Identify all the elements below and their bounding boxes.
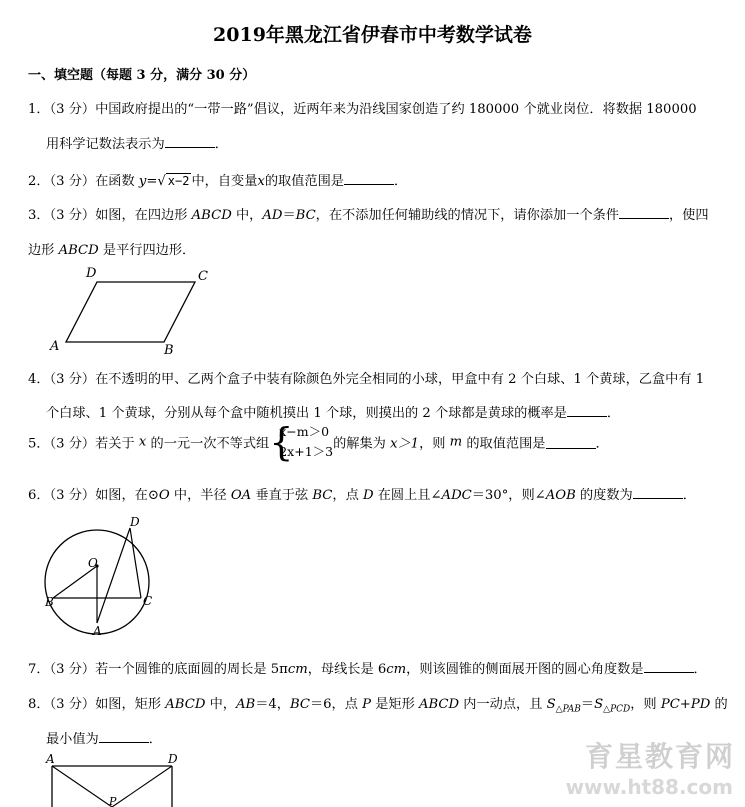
question-4-cont: [46, 402, 620, 421]
q8-s2: S: [594, 697, 604, 712]
q3-ad: AD: [262, 208, 283, 223]
page-title: 2019年黑龙江省伊春市中考数学试卷: [213, 24, 532, 46]
section-heading: 一、填空题（每题 3 分，满分 30 分）: [28, 68, 256, 83]
q2-end: ．: [393, 174, 408, 189]
q6-oa: OA: [230, 488, 252, 503]
q8-sub1: △PAB: [555, 704, 581, 715]
question-4: [28, 368, 704, 387]
figure-rectangle: [40, 752, 190, 807]
q4-line1: 4．（3 分）在不透明的甲、乙两个盒子中装有除颜色外完全相同的小球，甲盒中有 2 个白球、1 个黄球，乙盒中有 1: [28, 372, 705, 387]
q5-x: x: [138, 434, 147, 450]
q1-end: ．: [214, 137, 228, 152]
q8-bc: BC: [289, 697, 310, 712]
label-A: A: [46, 752, 55, 766]
q6-mid3: ，点: [332, 488, 363, 503]
label-D: D: [130, 515, 140, 529]
figure-parallelogram: [40, 262, 230, 362]
question-1-cont: [46, 133, 228, 152]
q2-var: x: [257, 174, 265, 189]
q3-abcd: ABCD: [191, 208, 232, 223]
q3-mid1: 中，: [231, 208, 263, 223]
q8-p: P: [362, 697, 372, 712]
segment-pa: [52, 766, 112, 807]
q7-cm1: cm: [287, 662, 308, 677]
q8-sub2: △PCD: [603, 704, 631, 715]
label-A: A: [50, 339, 60, 354]
q2-prefix: 2．（3 分）在函数: [28, 174, 139, 189]
q8-cont: 最小值为: [46, 732, 99, 747]
q7-prefix: 7．（3 分）若一个圆锥的底面圆的周长是 5π: [28, 662, 288, 677]
ineq-2: 2x+1＞3: [279, 444, 334, 459]
q2-radicand: x−2: [167, 174, 190, 188]
question-7: [28, 658, 707, 677]
watermark-brand: 育星教育网: [584, 740, 735, 773]
q1-text: 1．（3 分）中国政府提出的“一带一路”倡议，近两年来为沿线国家创造了约 180000 个就业岗位．将数据 180000: [28, 102, 697, 117]
q5-cond: x＞1: [390, 436, 420, 452]
q6-aob: AOB: [545, 488, 576, 503]
segment-ob: [53, 566, 97, 598]
q6-bc: BC: [312, 488, 333, 503]
q6-prefix: 6．（3 分）如图，在⊙: [28, 488, 159, 503]
label-A: A: [93, 624, 102, 638]
q8-s1: S: [546, 697, 556, 712]
answer-blank[interactable]: [619, 206, 669, 219]
question-8: [28, 693, 728, 715]
q8-rest: 的: [710, 697, 728, 712]
q8-prefix: 8．（3 分）如图，矩形: [28, 697, 166, 712]
question-2: [28, 170, 407, 189]
label-B: B: [164, 343, 174, 358]
question-3: [28, 204, 709, 223]
q3-abcd-2: ABCD: [58, 243, 99, 258]
q5-mid3: ，则: [419, 436, 450, 452]
label-B: B: [45, 595, 54, 609]
figure-circle: [40, 510, 170, 640]
q8-v2: ＝6，点: [309, 697, 363, 712]
q6-mid4: 在圆上且∠: [373, 488, 442, 503]
q8-v1: ＝4，: [255, 697, 290, 712]
q1-cont: 用科学记数法表示为: [46, 137, 165, 152]
q5-prefix: 5．（3 分）若关于: [28, 436, 139, 452]
q2-rest: 的取值范围是: [264, 174, 344, 189]
q8-mid3: 内一动点，且: [459, 697, 547, 712]
q3-prefix: 3．（3 分）如图，在四边形: [28, 208, 192, 223]
q8-end: ．: [148, 732, 162, 747]
q5-mid: 的一元一次不等式组: [146, 436, 270, 452]
ineq-1: x−m＞0: [279, 424, 330, 439]
q2-fn: y=: [138, 174, 158, 189]
q8-pcpd: PC+PD: [660, 697, 711, 712]
q5-mid2: 的解集为: [333, 436, 391, 452]
q8-mid1: 中，: [205, 697, 236, 712]
label-P: P: [109, 795, 117, 807]
q8-abcd: ABCD: [165, 697, 206, 712]
q6-o: O: [158, 488, 170, 503]
answer-blank[interactable]: [165, 135, 215, 148]
segment-da: [97, 528, 130, 623]
q6-mid1: 中，半径: [169, 488, 231, 503]
q3-cont: 边形: [28, 243, 59, 258]
q6-mid2: 垂直于弦: [251, 488, 313, 503]
q4-end: ．: [606, 406, 621, 421]
question-5: [28, 422, 609, 462]
q8-abcd-2: ABCD: [418, 697, 460, 712]
q5-m: m: [449, 434, 463, 450]
q7-end: ．: [693, 662, 707, 677]
question-1: [28, 98, 697, 117]
sqrt-icon: √: [157, 174, 166, 189]
question-6: [28, 484, 696, 503]
q6-end: ．: [682, 488, 696, 503]
answer-blank[interactable]: [644, 660, 694, 673]
q3-cont2: 是平行四边形．: [98, 243, 196, 258]
segment-dc: [130, 528, 141, 598]
label-C: C: [143, 594, 153, 608]
q6-adc: ADC: [441, 488, 472, 503]
q3-tail: ，使四: [668, 208, 709, 223]
q6-mid5: ，则∠: [508, 488, 546, 503]
label-D: D: [86, 266, 97, 281]
watermark-url: www.ht88.com: [565, 775, 733, 799]
question-8-cont: [46, 728, 162, 747]
answer-blank[interactable]: [99, 730, 149, 743]
question-3-cont: [28, 239, 195, 258]
q5-rest: 的取值范围是: [462, 436, 546, 452]
q6-val: ＝30°: [471, 488, 509, 503]
answer-blank[interactable]: [546, 436, 596, 449]
segment-pd: [112, 766, 172, 807]
q6-d: D: [362, 488, 374, 503]
q3-eq: ＝: [282, 208, 296, 223]
q7-cm2: cm: [386, 662, 407, 677]
q4-line2: 个白球、1 个黄球，分别从每个盒中随机摸出 1 个球，则摸出的 2 个球都是黄球的概率是: [46, 406, 567, 421]
q8-mid2: 是矩形: [371, 697, 419, 712]
q2-mid: 中，自变量: [191, 174, 258, 189]
label-D: D: [168, 752, 178, 766]
answer-blank[interactable]: [633, 486, 683, 499]
q7-rest: ，则该圆锥的侧面展开图的圆心角度数是: [406, 662, 644, 677]
answer-blank[interactable]: [567, 404, 607, 417]
parallelogram-shape: [66, 282, 195, 342]
q5-end: ．: [595, 436, 609, 452]
q3-mid2: ，在不添加任何辅助线的情况下，请你添加一个条件: [315, 208, 619, 223]
q7-mid: ，母线长是 6: [307, 662, 387, 677]
label-O: O: [88, 556, 98, 570]
q3-bc: BC: [295, 208, 316, 223]
q8-mid4: ，则: [630, 697, 661, 712]
q8-ab: AB: [235, 697, 256, 712]
q6-rest: 的度数为: [575, 488, 633, 503]
q8-eq: ＝: [580, 697, 595, 712]
inequality-system: [269, 422, 333, 462]
brace-icon: {: [269, 420, 294, 464]
answer-blank[interactable]: [344, 172, 394, 185]
label-C: C: [198, 269, 208, 284]
